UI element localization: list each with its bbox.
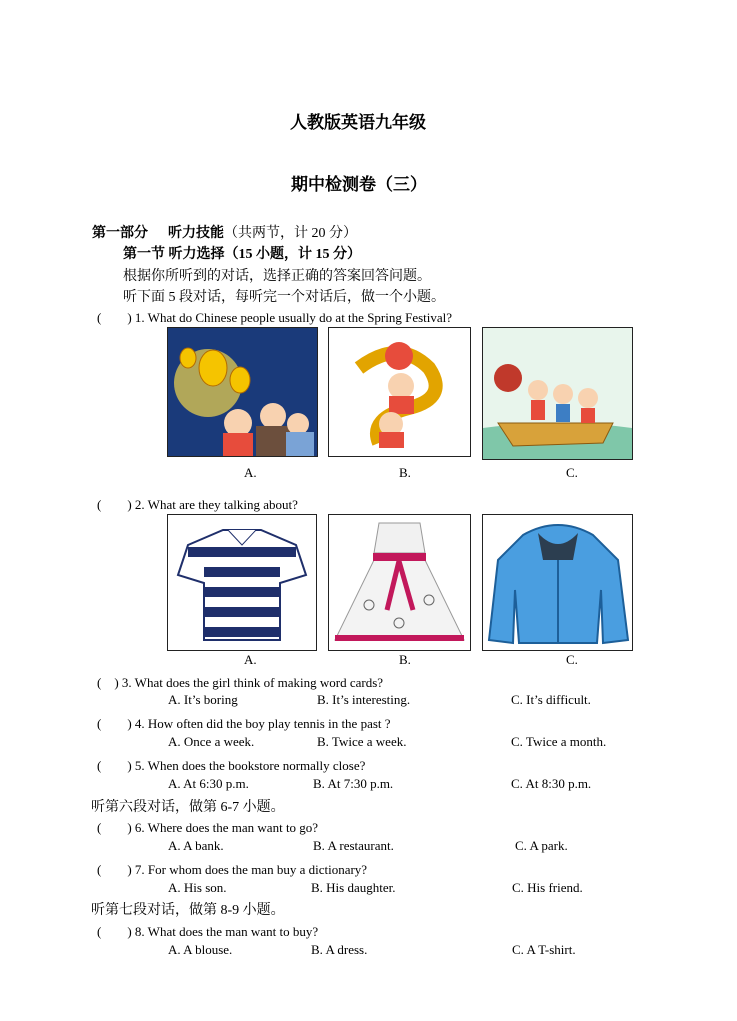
section-heading: 第一节 听力选择（15 小题，计 15 分） [123, 247, 361, 262]
q7-option-a: A. His son. [168, 880, 227, 895]
q2-label-b: B. [399, 652, 411, 667]
q3-option-b: B. It’s interesting. [317, 692, 411, 707]
question-text: 3. What does the girl think of making word cards? [121, 675, 384, 690]
q3-option-c: C. It’s difficult. [511, 692, 591, 707]
image-floral-dress [328, 514, 471, 651]
question-1 [97, 307, 452, 326]
question-text: 4. How often did the boy play tennis in the past ? [134, 716, 391, 731]
question-4 [97, 713, 391, 732]
q8-option-b: B. A dress. [311, 942, 368, 957]
question-2 [97, 494, 298, 513]
part-note: （共两节，计 20 分） [224, 226, 357, 241]
image-dragon-boat [482, 327, 633, 460]
question-5 [97, 755, 365, 774]
question-text: 2. What are they talking about? [134, 497, 298, 512]
part-heading [92, 222, 357, 242]
image-dragon-dance [328, 327, 471, 457]
question-8 [97, 921, 318, 940]
q2-label-c: C. [566, 652, 578, 667]
q8-option-a: A. A blouse. [168, 942, 233, 957]
question-3 [97, 672, 383, 691]
image-lanterns-family [167, 327, 318, 457]
q6-option-b: B. A restaurant. [313, 838, 394, 853]
answer-blank[interactable]: ( ) [97, 758, 132, 773]
part-label: 第一部分 [92, 226, 148, 241]
q8-option-c: C. A T-shirt. [512, 942, 576, 957]
instruction-2: 听下面 5 段对话，每听完一个对话后，做一个小题。 [123, 290, 445, 305]
q5-option-a: A. At 6:30 p.m. [168, 776, 249, 791]
q5-option-b: B. At 7:30 p.m. [313, 776, 394, 791]
answer-blank[interactable]: ( ) [97, 820, 132, 835]
question-text: 1. What do Chinese people usually do at the Spring Festival? [134, 310, 453, 325]
q1-label-b: B. [399, 465, 411, 480]
q6-option-c: C. A park. [515, 838, 568, 853]
question-7 [97, 859, 367, 878]
question-text: 5. When does the bookstore normally close? [134, 758, 366, 773]
instruction-3: 听第六段对话，做第 6-7 小题。 [91, 800, 285, 815]
part-name: 听力技能 [168, 226, 224, 241]
question-text: 8. What does the man want to buy? [134, 924, 319, 939]
q2-label-a: A. [244, 652, 257, 667]
answer-blank[interactable]: ( ) [97, 497, 132, 512]
answer-blank[interactable]: ( ) [97, 924, 132, 939]
instruction-4: 听第七段对话，做第 8-9 小题。 [91, 903, 285, 918]
image-striped-shirt [167, 514, 317, 651]
answer-blank[interactable]: ( ) [97, 310, 132, 325]
q3-option-a: A. It’s boring [168, 692, 238, 707]
question-6 [97, 817, 318, 836]
document-subtitle: 期中检测卷（三） [291, 175, 427, 194]
question-text: 6. Where does the man want to go? [134, 820, 319, 835]
q7-option-c: C. His friend. [512, 880, 583, 895]
q1-label-a: A. [244, 465, 257, 480]
q4-option-c: C. Twice a month. [511, 734, 607, 749]
image-blue-jacket [482, 514, 633, 651]
answer-blank[interactable]: ( ) [97, 675, 119, 690]
answer-blank[interactable]: ( ) [97, 716, 132, 731]
q4-option-a: A. Once a week. [168, 734, 255, 749]
answer-blank[interactable]: ( ) [97, 862, 132, 877]
document-title: 人教版英语九年级 [290, 113, 426, 132]
q1-label-c: C. [566, 465, 578, 480]
question-text: 7. For whom does the man buy a dictionary? [134, 862, 368, 877]
q4-option-b: B. Twice a week. [317, 734, 407, 749]
q6-option-a: A. A bank. [168, 838, 224, 853]
q5-option-c: C. At 8:30 p.m. [511, 776, 592, 791]
instruction-1: 根据你所听到的对话，选择正确的答案回答问题。 [123, 269, 431, 284]
q7-option-b: B. His daughter. [311, 880, 396, 895]
